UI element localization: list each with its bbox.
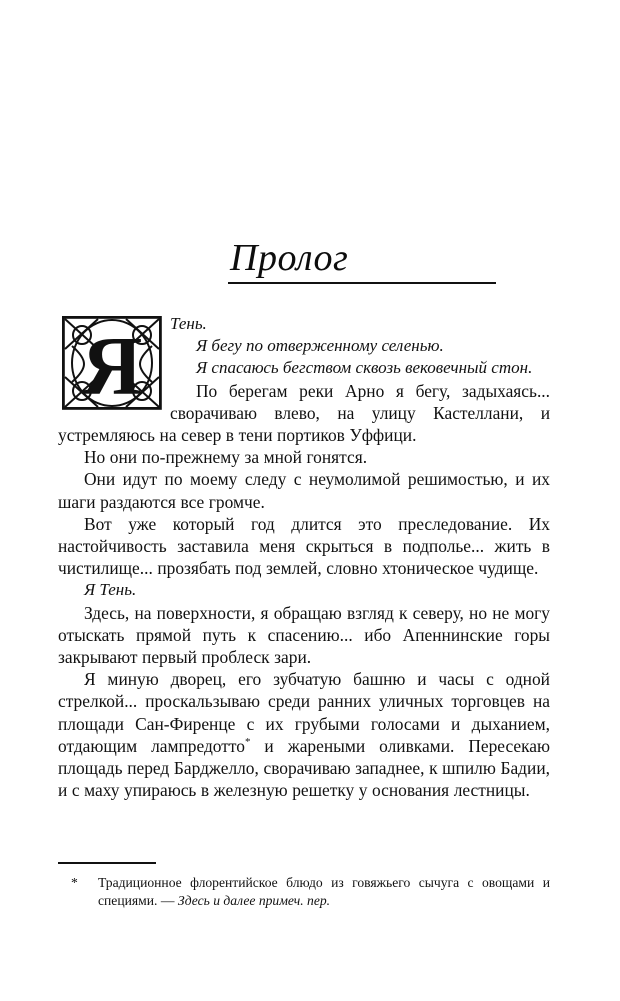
footnote-entry: [58, 874, 550, 910]
ornamental-initial-icon: [62, 316, 162, 410]
body-paragraph-2: Но они по-прежнему за мной гонятся.: [84, 447, 368, 468]
verse-line-1: Тень.: [170, 314, 207, 333]
body-paragraph-3: Они идут по моему следу с неумолимой решимостью, и их шаги раздаются все громче.: [58, 469, 550, 512]
body-paragraph-1: По берегам реки Арно я бегу, задыхаясь... сворачиваю влево, на улицу Кастеллани, и устремляюсь на север в тени портиков Уффици.: [58, 380, 550, 446]
footnote-separator-rule: [58, 862, 156, 864]
body-paragraph-6: [58, 668, 550, 801]
italic-statement-line: Я Тень.: [84, 580, 137, 600]
body-paragraph-6-tail: и жареными оливками. Пересекаю площадь перед Барджелло, сворачиваю западнее, к шпилю Бадии, и с маху упираюсь в железную решетку у основания лестницы.: [58, 735, 550, 801]
footnote-marker: *: [71, 875, 78, 890]
footnote-source: Здесь и далее примеч. пер.: [177, 893, 331, 908]
body-paragraph-5: Здесь, на поверхности, я обращаю взгляд к северу, но не могу отыскать прямой путь к спасению... ибо Апеннинские горы закрывают первый проблеск зари.: [58, 602, 550, 668]
body-paragraph-4: Вот уже который год длится это преследование. Их настойчивость заставила меня скрыться в подполье... жить в чистилище... прозябать под землей, словно хтоническое чудище.: [58, 513, 550, 579]
footnote-reference-marker[interactable]: *: [244, 736, 251, 749]
body-paragraph-6-head: Я миную дворец, его зубчатую башню и часы с одной стрелкой... проскальзываю среди ранних уличных торговцев на площади Сан-Фиренце с их грубыми голосами и дыханием, отдающим лампредотто: [58, 669, 550, 756]
verse-line-3: Я спасаюсь бегством сквозь вековечный стон.: [196, 358, 533, 378]
page-title: Пролог: [230, 237, 349, 279]
chapter-title-block: [58, 236, 550, 280]
footnote-block: [58, 862, 550, 910]
footnote-text: Традиционное флорентийское блюдо из говяжьего сычуга с овощами и специями. —: [98, 875, 550, 908]
dropcap-initial-ya: [62, 316, 162, 410]
body-text-column: [58, 313, 550, 801]
title-underline-rule: [228, 282, 496, 284]
verse-line-2: Я бегу по отверженному селенью.: [196, 336, 444, 356]
svg-text:Я: Я: [81, 320, 143, 410]
